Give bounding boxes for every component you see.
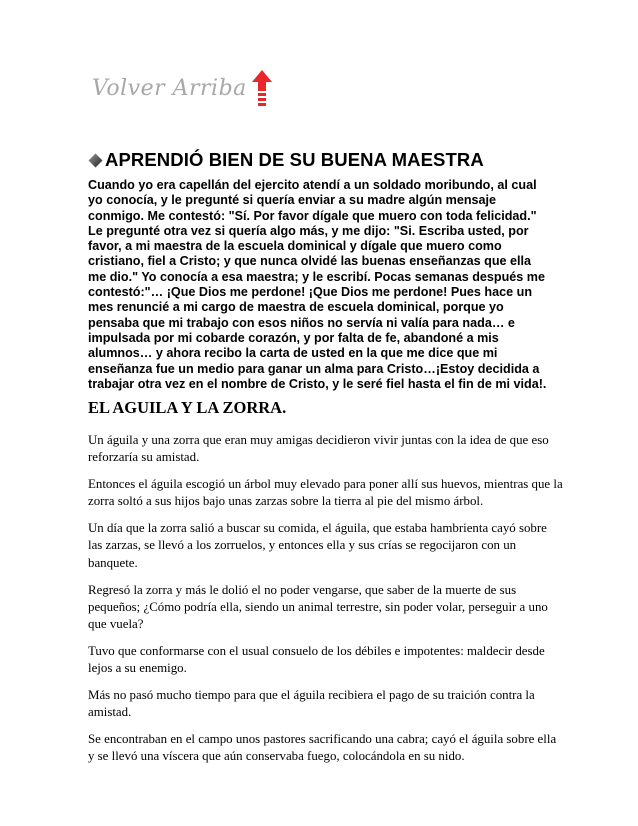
text-line: las zarzas, se llevó a los zorruelos, y entonces ella y sus crías se regocijaron con un	[88, 538, 517, 553]
text-line: favor, a mi maestra de la escuela dominical y dígale que muero como	[88, 239, 502, 254]
text-line: Más no pasó mucho tiempo para que el águila recibiera el pago de su traición contra la	[88, 688, 535, 703]
text-line: trabajar otra vez en el nombre de Cristo, y le seré fiel hasta el fin de mi vida!.	[88, 376, 547, 391]
text-line: contestó:"… ¡Que Dios me perdone! ¡Que Dios me perdone! Pues hace un	[88, 285, 533, 300]
diamond-bullet-icon	[88, 153, 103, 168]
paragraph	[88, 643, 563, 678]
text-line: Un águila y una zorra que eran muy amigas decidieron vivir juntas con la idea de que eso	[88, 433, 549, 447]
text-line: Regresó la zorra y más le dolió el no poder vengarse, que saber de la muerte de sus	[88, 582, 517, 597]
text-line: que vuela?	[88, 617, 144, 632]
up-arrow-icon	[252, 70, 272, 106]
story-aguila-zorra	[88, 398, 563, 766]
paragraph	[88, 687, 563, 722]
text-line: banquete.	[88, 555, 138, 570]
text-line: pequeños; ¿Cómo podría ella, siendo un animal terrestre, sin poder volar, perseguir a uno	[88, 599, 548, 614]
text-line: Entonces el águila escogió un árbol muy elevado para poner allí sus huevos, mientras que la	[88, 477, 563, 492]
paragraph	[88, 582, 563, 634]
paragraph	[88, 520, 563, 572]
text-line: cristiano, fiel a Cristo; y que nunca olvidé las buenas enseñanzas que ella	[88, 254, 532, 269]
text-line: Un día que la zorra salió a buscar su comida, el águila, que estaba hambrienta cayó sobre	[88, 521, 547, 536]
story-aprendio-heading	[88, 148, 556, 172]
text-line: y se llevó una víscera que aún conservaba fuego, colocándola en su nido.	[88, 749, 465, 764]
text-line: lejos a su enemigo.	[88, 661, 187, 676]
text-line: yo conocía, y le pregunté si quería enviar a su madre algún mensaje	[88, 193, 497, 208]
text-line: mes renuncié a mi cargo de maestra de escuela dominical, porque yo	[88, 300, 504, 315]
back-to-top-link[interactable]	[88, 70, 278, 110]
text-line: enseñanza fue un medio para ganar un alma para Cristo…¡Estoy decidida a	[88, 361, 540, 376]
story-aprendio	[88, 148, 556, 392]
text-line: amistad.	[88, 705, 132, 720]
text-line: Cuando yo era capellán del ejercito atendí a un soldado moribundo, al cual	[88, 178, 537, 192]
story-aprendio-body	[88, 178, 556, 392]
text-line: zorra soltó a sus hijos bajo unas zarzas sobre la tierra al pie del mismo árbol.	[88, 494, 484, 509]
back-to-top-label: Volver Arriba	[92, 76, 247, 101]
paragraph	[88, 731, 563, 766]
story-aguila-zorra-title: EL AGUILA Y LA ZORRA.	[88, 398, 287, 417]
text-line: conmigo. Me contestó: "Sí. Por favor dígale que muero con toda felicidad."	[88, 208, 537, 223]
story-aprendio-title: APRENDIÓ BIEN DE SU BUENA MAESTRA	[105, 149, 484, 170]
text-line: alumnos… y ahora recibo la carta de usted en la que me dice que mi	[88, 346, 498, 361]
text-line: impulsada por mi cobarde corazón, y por falta de fe, abandoné a mis	[88, 330, 499, 345]
text-line: Le pregunté otra vez si quería algo más, y me dijo: "Si. Escriba usted, por	[88, 223, 529, 238]
text-line: Se encontraban en el campo unos pastores sacrificando una cabra; cayó el águila sobre ella	[88, 732, 557, 747]
text-line: pensaba que mi trabajo con esos niños no servía ni valía para nada… e	[88, 315, 515, 330]
text-line: Tuvo que conformarse con el usual consuelo de los débiles e impotentes: maldecir desde	[88, 643, 545, 658]
paragraph	[88, 432, 563, 467]
text-line: me dio." Yo conocía a esa maestra; y le escribí. Pocas semanas después me	[88, 269, 546, 284]
paragraph	[88, 476, 563, 511]
text-line: reforzaría su amistad.	[88, 450, 200, 465]
